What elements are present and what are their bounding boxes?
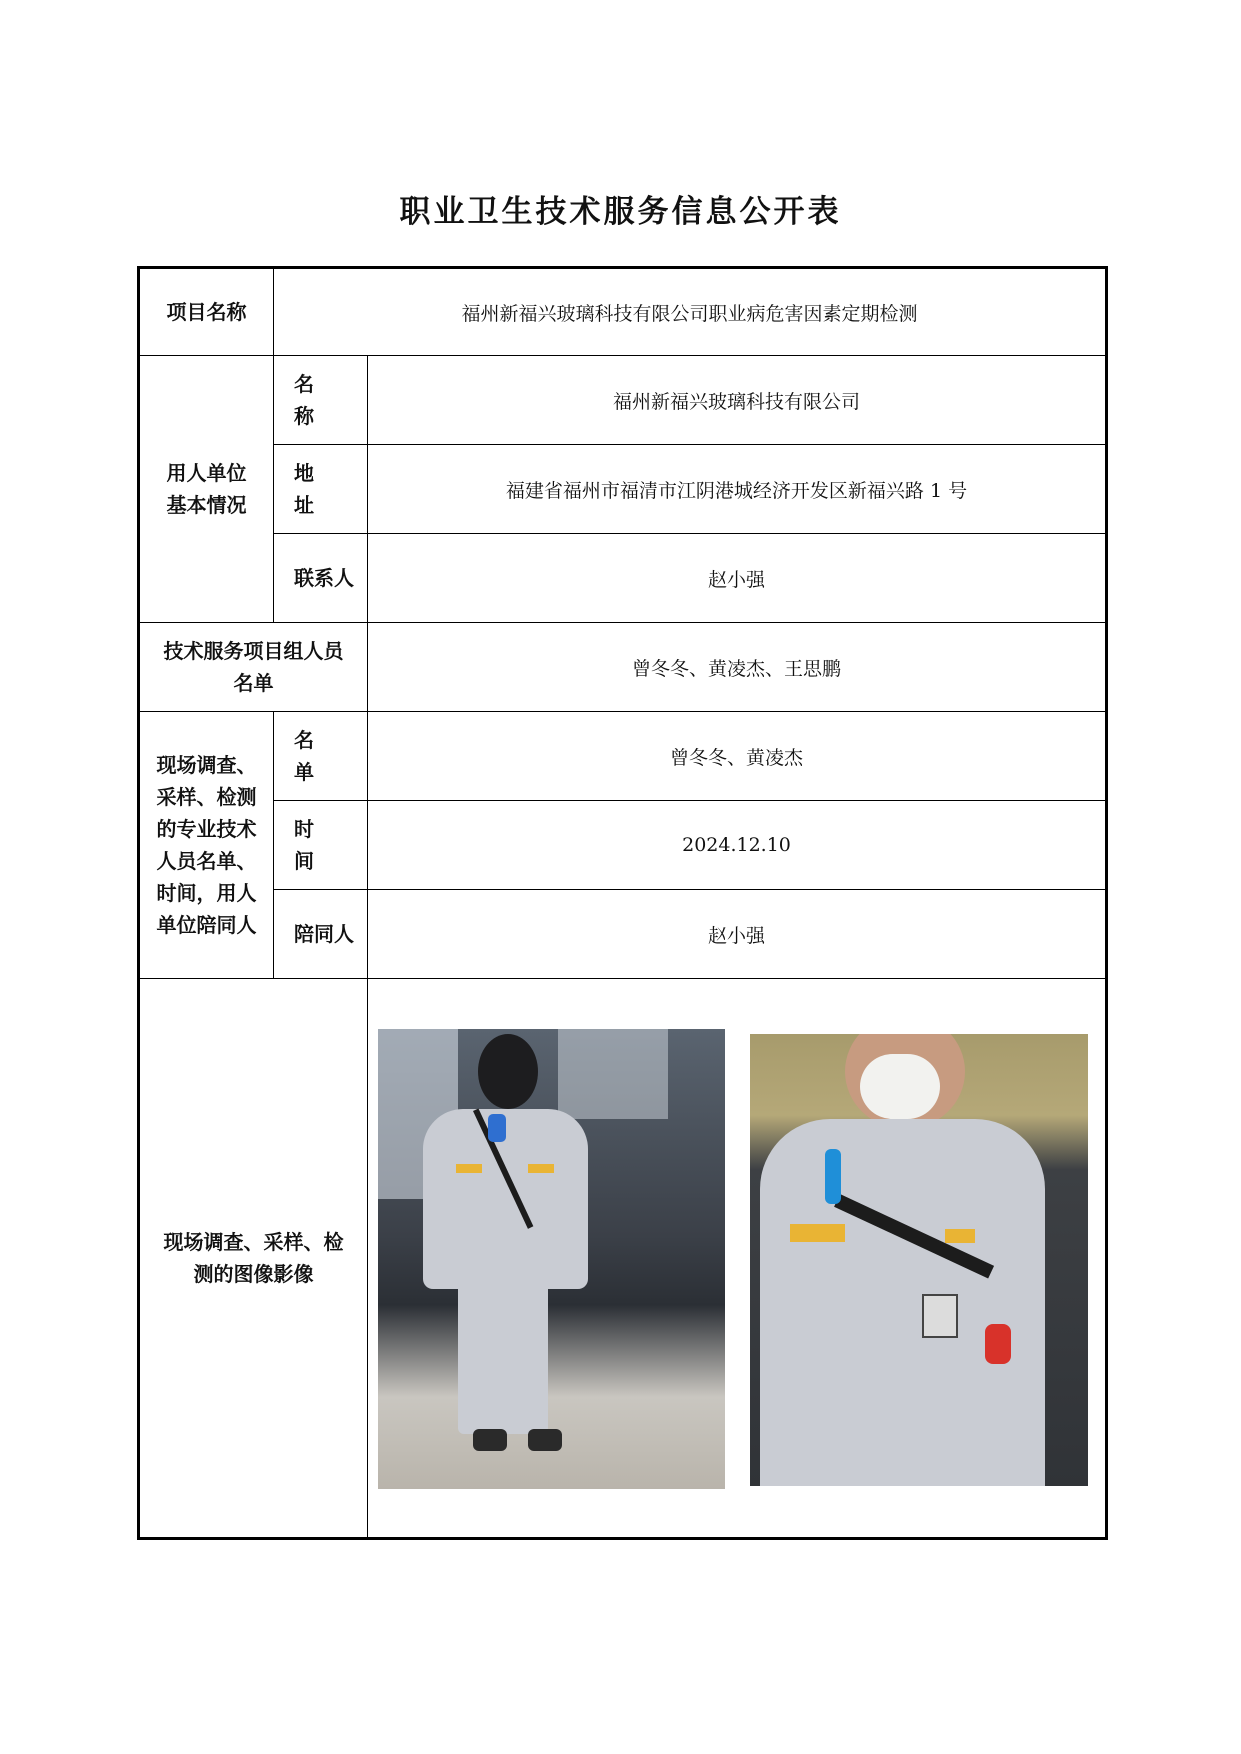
row-employer-address — [139, 445, 1107, 534]
photo-pocket — [456, 1164, 482, 1173]
images-label — [139, 979, 368, 1539]
onsite-list-value: 曾冬冬、黄凌杰 — [368, 712, 1107, 801]
project-name-label: 项目名称 — [139, 268, 274, 356]
employer-contact-value: 赵小强 — [368, 534, 1107, 623]
photo-background-window — [558, 1029, 668, 1119]
photo-sampler-device — [825, 1149, 841, 1204]
employer-address-value: 福建省福州市福清市江阴港城经济开发区新福兴路 1 号 — [368, 445, 1107, 534]
photo-worker-body — [760, 1119, 1045, 1486]
photo-worker-shoe — [473, 1429, 507, 1451]
row-employer-contact — [139, 534, 1107, 623]
employer-name-label: 名 称 — [274, 356, 368, 445]
site-photo-worker-1 — [378, 1029, 725, 1489]
photo-worker-shoe — [528, 1429, 562, 1451]
photo-sampler-device — [488, 1114, 506, 1142]
onsite-label-line: 时间，用人 — [156, 881, 257, 905]
photo-sampler-device — [922, 1294, 958, 1338]
photo-respirator-mask — [860, 1054, 940, 1119]
team-value: 曾冬冬、黄凌杰、王思鹏 — [368, 623, 1107, 712]
employer-label-line2: 基本情况 — [166, 493, 247, 517]
row-images — [139, 979, 1107, 1539]
employer-contact-label: 联系人 — [274, 534, 368, 623]
row-employer-name — [139, 356, 1107, 445]
onsite-time-label: 时 间 — [274, 801, 368, 890]
photo-worker-head — [478, 1034, 538, 1109]
onsite-label-line: 人员名单、 — [156, 849, 257, 873]
onsite-list-label: 名 单 — [274, 712, 368, 801]
row-onsite-list — [139, 712, 1107, 801]
team-label-line2: 名单 — [233, 671, 274, 695]
team-label — [139, 623, 368, 712]
onsite-escort-label: 陪同人 — [274, 890, 368, 979]
onsite-time-value: 2024.12.10 — [368, 801, 1107, 890]
employer-label-line1: 用人单位 — [166, 461, 247, 485]
info-table — [137, 266, 1108, 1540]
row-team — [139, 623, 1107, 712]
photo-pocket — [945, 1229, 975, 1243]
photo-area — [368, 979, 1105, 1537]
photo-worker-legs — [458, 1279, 548, 1434]
onsite-label-line: 单位陪同人 — [156, 913, 257, 937]
project-name-value: 福州新福兴玻璃科技有限公司职业病危害因素定期检测 — [274, 268, 1107, 356]
onsite-label-line: 采样、检测 — [156, 785, 257, 809]
images-label-line1: 现场调查、采样、检 — [163, 1230, 344, 1254]
row-onsite-time — [139, 801, 1107, 890]
images-label-line2: 测的图像影像 — [193, 1262, 314, 1286]
onsite-escort-value: 赵小强 — [368, 890, 1107, 979]
employer-name-value: 福州新福兴玻璃科技有限公司 — [368, 356, 1107, 445]
photo-pocket — [528, 1164, 554, 1173]
onsite-label — [139, 712, 274, 979]
photo-pocket — [790, 1224, 845, 1242]
employer-address-label: 地 址 — [274, 445, 368, 534]
document-title: 职业卫生技术服务信息公开表 — [399, 194, 842, 230]
employer-basic-label — [139, 356, 274, 623]
row-onsite-escort — [139, 890, 1107, 979]
onsite-label-line: 的专业技术 — [156, 817, 257, 841]
photo-glove — [985, 1324, 1011, 1364]
images-cell — [368, 979, 1107, 1539]
onsite-label-line: 现场调查、 — [156, 753, 257, 777]
team-label-line1: 技术服务项目组人员 — [163, 639, 344, 663]
site-photo-worker-2 — [750, 1034, 1088, 1486]
row-project — [139, 268, 1107, 356]
